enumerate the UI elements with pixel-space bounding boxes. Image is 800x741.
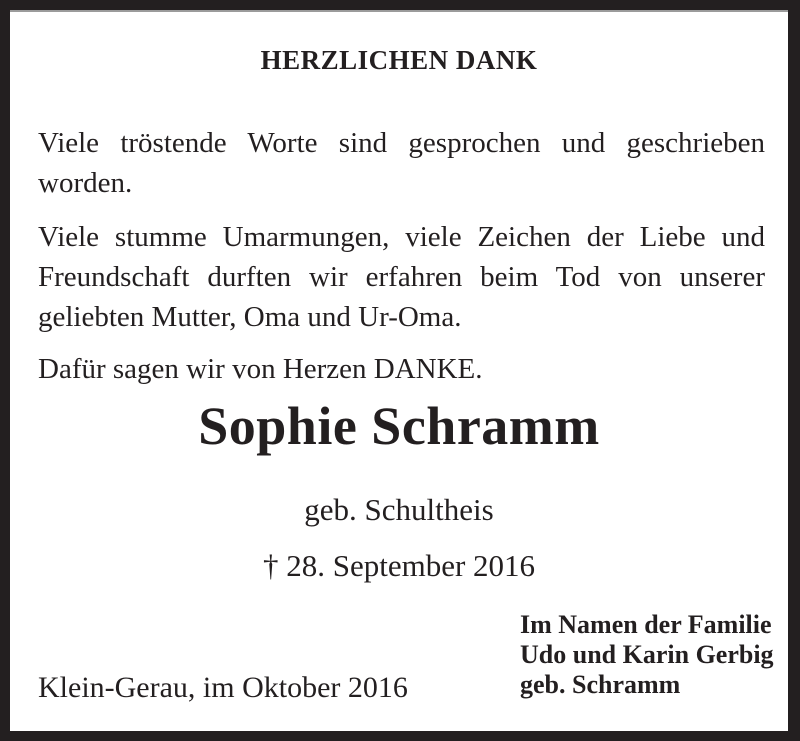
deceased-death-date: † 28. September 2016 xyxy=(262,548,536,583)
notice-paper xyxy=(10,10,788,731)
family-signature-block xyxy=(520,610,774,700)
deceased-maiden-name: geb. Schultheis xyxy=(304,492,494,527)
paragraph-condolence-words: Viele tröstende Worte sind gesprochen und geschrieben worden. xyxy=(38,127,765,199)
paragraph-condolence-gestures: Viele stumme Umarmungen, viele Zeichen der Liebe und Freundschaft durften wir erfahren beim Tod von unserer geliebten Mutter, Oma und Ur-Oma. xyxy=(38,221,765,333)
deceased-name: Sophie Schramm xyxy=(198,396,600,456)
place-and-date: Klein-Gerau, im Oktober 2016 xyxy=(38,671,408,704)
notice-title: HERZLICHEN DANK xyxy=(260,45,538,75)
scan-artifact-line xyxy=(10,10,788,12)
signature-line-2: Udo und Karin Gerbig xyxy=(520,640,774,669)
signature-line-3: geb. Schramm xyxy=(520,670,681,699)
signature-line-1: Im Namen der Familie xyxy=(520,610,772,639)
paragraph-thanks: Dafür sagen wir von Herzen DANKE. xyxy=(38,353,483,385)
